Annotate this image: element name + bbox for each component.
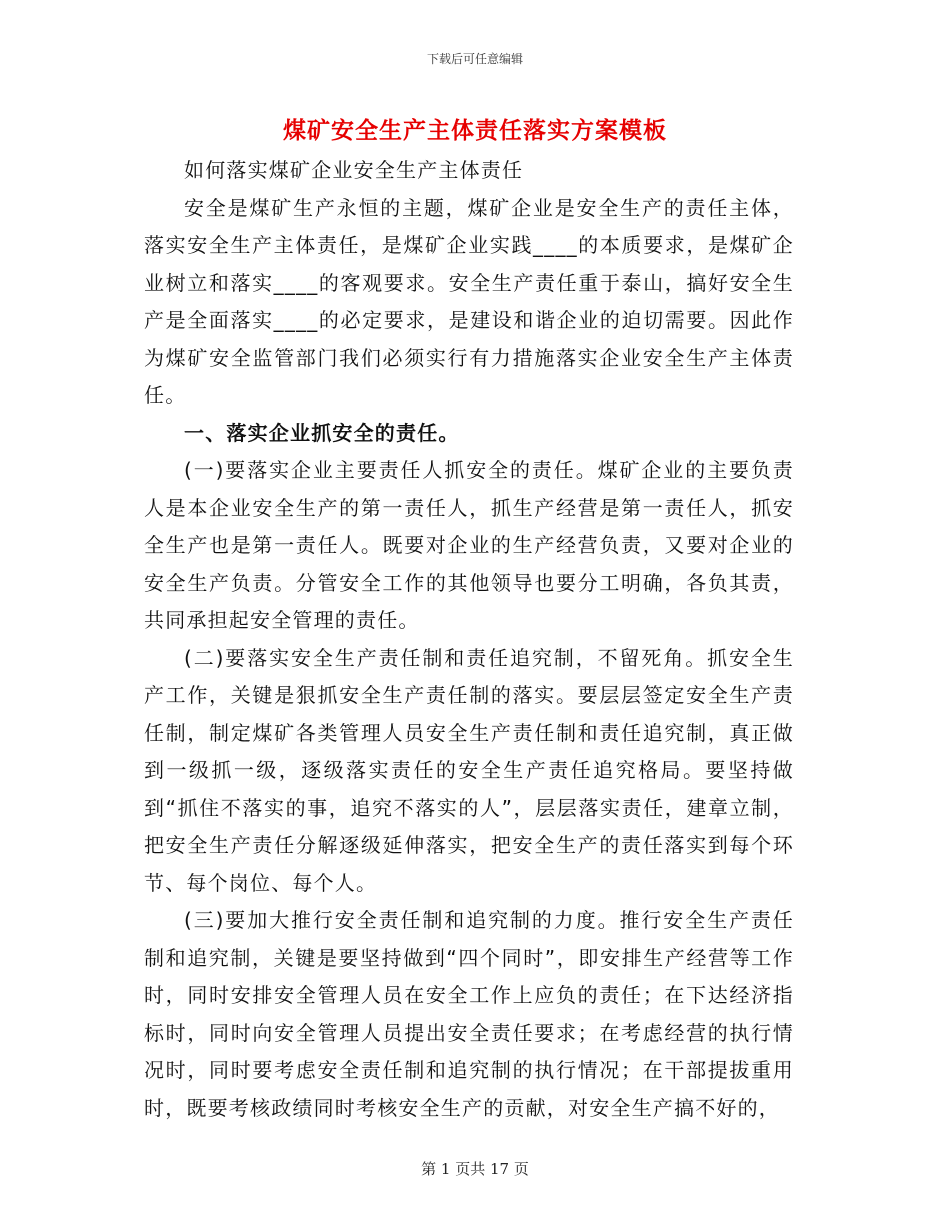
subtitle-paragraph: 如何落实煤矿企业安全生产主体责任 [184, 158, 524, 182]
page-header-note: 下载后可任意编辑 [426, 52, 523, 66]
section-heading: 一、落实企业抓安全的责任。 [184, 420, 460, 445]
paragraph-item-2: (二)要落实安全生产责任制和责任追究制，不留死角。抓安全生产工作，关键是狠抓安全生产责任制的落实。要层层签定安全生产责任制，制定煤矿各类管理人员安全生产责任制和责任追究制，真正做到一级抓一级，逐级落实责任的安全生产责任追究格局。要坚持做到“抓住不落实的事，追究不落实的人”，层层落实责任，建章立制，把安全生产责任分解逐级延伸落实，把安全生产的责任落实到每个环节、每个岗位、每个人。 [144, 645, 794, 895]
page-number: 第 1 页共 17 页 [421, 1160, 529, 1178]
document-title: 煤矿安全生产主体责任落实方案模板 [283, 118, 667, 144]
paragraph-item-3: (三)要加大推行安全责任制和追究制的力度。推行安全生产责任制和追究制，关键是要坚持做到“四个同时”，即安排生产经营等工作时，同时安排安全管理人员在安全工作上应负的责任；在下达经济指标时，同时向安全管理人员提出安全责任要求；在考虑经营的执行情况时，同时要考虑安全责任制和追究制的执行情况；在干部提拔重用时，既要考核政绩同时考核安全生产的贡献，对安全生产搞不好的， [144, 908, 794, 1120]
document-body [144, 152, 794, 1127]
intro-paragraph: 安全是煤矿生产永恒的主题，煤矿企业是安全生产的责任主体，落实安全生产主体责任，是煤矿企业实践____的本质要求，是煤矿企业树立和落实____的客观要求。安全生产责任重于泰山，搞好安全生产是全面落实____的必定要求，是建设和谐企业的迫切需要。因此作为煤矿安全监管部门我们必须实行有力措施落实企业安全生产主体责任。 [144, 195, 794, 407]
paragraph-item-1: (一)要落实企业主要责任人抓安全的责任。煤矿企业的主要负责人是本企业安全生产的第一责任人，抓生产经营是第一责任人，抓安全生产也是第一责任人。既要对企业的生产经营负责，又要对企业的安全生产负责。分管安全工作的其他领导也要分工明确，各负其责，共同承担起安全管理的责任。 [144, 458, 794, 632]
